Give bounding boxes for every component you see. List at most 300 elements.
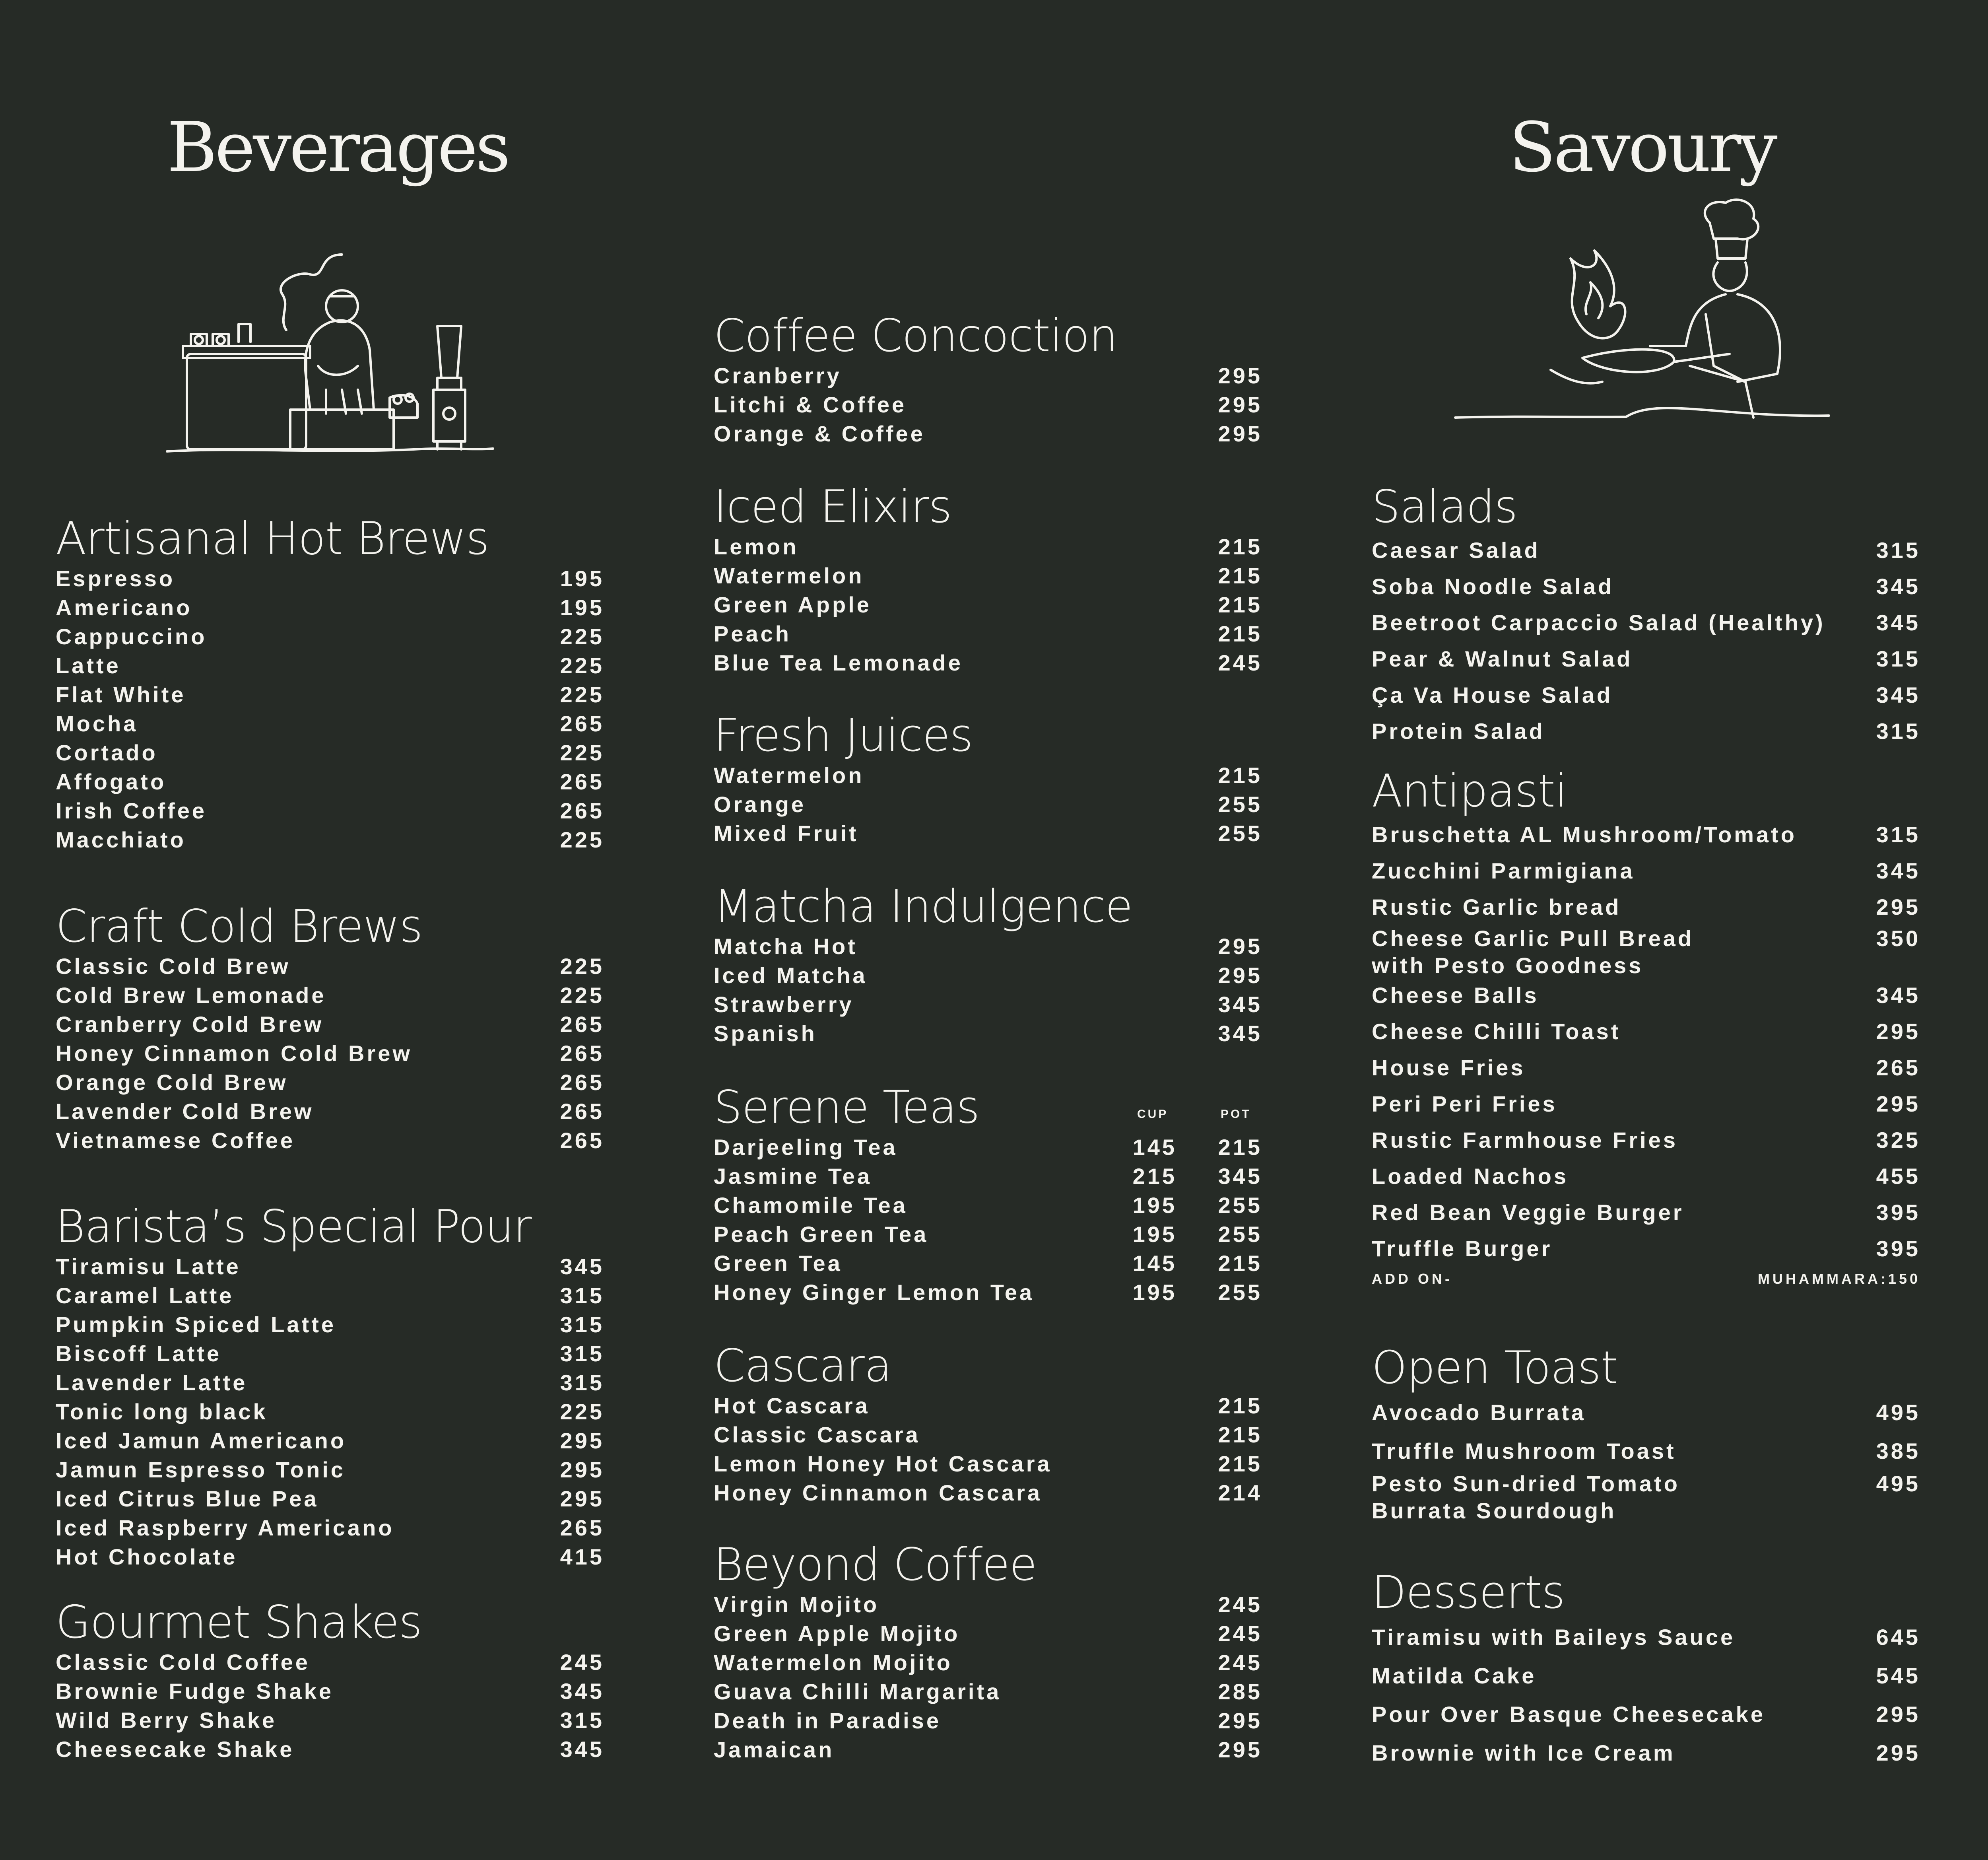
addon-row — [1372, 1271, 1920, 1287]
menu-item — [714, 390, 1262, 419]
pot-price: 345 — [1218, 1164, 1262, 1189]
menu-item — [714, 990, 1262, 1019]
tea-item — [714, 1191, 1262, 1220]
addon-muhammara: MUHAMMARA:150 — [1757, 1271, 1920, 1287]
menu-item — [714, 361, 1262, 390]
item-price: 295 — [1218, 363, 1262, 388]
tea-item — [714, 1220, 1262, 1249]
item-price: 225 — [560, 827, 604, 852]
menu-item — [1372, 1230, 1920, 1267]
menu-item — [714, 1677, 1262, 1706]
item-name: Orange Cold Brew — [56, 1070, 288, 1095]
menu-item — [714, 790, 1262, 819]
menu-item — [1372, 1086, 1920, 1122]
item-price: 255 — [1218, 821, 1262, 846]
pot-label: POT — [1221, 1108, 1251, 1121]
item-price: 345 — [1218, 992, 1262, 1017]
menu-item — [56, 767, 604, 796]
item-name: Macchiato — [56, 827, 186, 852]
item-name: Protein Salad — [1372, 719, 1545, 744]
item-price: 345 — [1876, 682, 1920, 707]
item-price: 255 — [1218, 792, 1262, 817]
pot-price: 255 — [1218, 1280, 1262, 1305]
cup-price: 215 — [1132, 1164, 1177, 1189]
item-name: Orange & Coffee — [714, 421, 925, 446]
section-open-toast — [1372, 1342, 1920, 1525]
item-name: Brownie with Ice Cream — [1372, 1740, 1675, 1765]
item-price: 295 — [1876, 1019, 1920, 1044]
item-price: 225 — [560, 983, 604, 1008]
section-craft-cold-brews — [56, 901, 604, 1155]
item-name: Cold Brew Lemonade — [56, 983, 326, 1008]
item-price: 455 — [1876, 1164, 1920, 1189]
item-price: 295 — [1876, 1091, 1920, 1116]
menu-item — [1372, 1122, 1920, 1158]
item-name: Caesar Salad — [1372, 538, 1540, 563]
item-name: Classic Cold Coffee — [56, 1650, 310, 1675]
section-title: Desserts — [1372, 1566, 1565, 1619]
menu-item — [56, 1484, 604, 1513]
item-price: 265 — [560, 711, 604, 736]
item-price: 225 — [560, 1399, 604, 1424]
item-price: 265 — [560, 1070, 604, 1095]
pot-price: 255 — [1218, 1193, 1262, 1218]
item-price: 265 — [560, 1012, 604, 1037]
item-name: Truffle Burger — [1372, 1236, 1553, 1261]
item-name: Classic Cold Brew — [56, 954, 291, 979]
item-name: Virgin Mojito — [714, 1592, 879, 1617]
item-price: 245 — [1218, 1621, 1262, 1646]
item-price: 395 — [1876, 1200, 1920, 1225]
item-name: Latte — [56, 653, 121, 678]
section-title: Iced Elixirs — [714, 480, 952, 533]
item-price: 295 — [1876, 894, 1920, 919]
item-name: Truffle Mushroom Toast — [1372, 1438, 1676, 1464]
item-name: Rustic Garlic bread — [1372, 894, 1621, 919]
menu-item — [56, 593, 604, 622]
menu-item — [1372, 1734, 1920, 1772]
item-name: Honey Cinnamon Cold Brew — [56, 1041, 412, 1066]
item-name: Hot Chocolate — [56, 1544, 238, 1569]
item-name: Cheese Balls — [1372, 983, 1539, 1008]
item-name: Jamun Espresso Tonic — [56, 1457, 346, 1482]
section-cascara — [714, 1340, 1262, 1507]
item-price: 265 — [560, 1515, 604, 1540]
item-name: Matcha Hot — [714, 934, 858, 959]
menu-item — [56, 1542, 604, 1571]
item-price: 295 — [1218, 934, 1262, 959]
menu-item — [1372, 677, 1920, 713]
item-price: 315 — [560, 1370, 604, 1395]
item-price: 645 — [1876, 1625, 1920, 1650]
menu-item — [714, 648, 1262, 677]
item-price: 545 — [1876, 1663, 1920, 1688]
item-name: Beetroot Carpaccio Salad (Healthy) — [1372, 610, 1825, 635]
item-price: 415 — [560, 1544, 604, 1569]
item-price: 225 — [560, 740, 604, 765]
section-title: Serene Teas — [714, 1081, 980, 1133]
item-price: 315 — [560, 1312, 604, 1337]
item-name: Red Bean Veggie Burger — [1372, 1200, 1684, 1225]
item-price: 315 — [1876, 719, 1920, 744]
menu-item — [56, 1310, 604, 1339]
item-name: House Fries — [1372, 1055, 1526, 1080]
item-name: Peach — [714, 621, 791, 646]
item-price: 295 — [1876, 1740, 1920, 1765]
menu-item — [714, 590, 1262, 619]
item-price: 245 — [1218, 650, 1262, 675]
item-price: 495 — [1876, 1400, 1920, 1425]
item-name: Cheese Chilli Toast — [1372, 1019, 1621, 1044]
item-name: Mixed Fruit — [714, 821, 859, 846]
menu-item — [1372, 1470, 1920, 1525]
item-prices — [1111, 1220, 1262, 1249]
item-name: Litchi & Coffee — [714, 392, 907, 417]
item-price: 315 — [560, 1708, 604, 1733]
item-prices — [1111, 1191, 1262, 1220]
item-name: Pear & Walnut Salad — [1372, 646, 1633, 671]
item-price: 315 — [1876, 538, 1920, 563]
item-price: 295 — [1218, 963, 1262, 988]
menu-item — [56, 709, 604, 738]
tea-item — [714, 1278, 1262, 1307]
menu-item — [714, 1619, 1262, 1648]
menu-item — [1372, 816, 1920, 853]
item-price: 345 — [1876, 858, 1920, 883]
menu-item — [56, 1677, 604, 1706]
item-name: Strawberry — [714, 992, 854, 1017]
menu-item — [1372, 1618, 1920, 1656]
item-name: Irish Coffee — [56, 798, 207, 823]
item-name: Peri Peri Fries — [1372, 1091, 1557, 1116]
tea-item — [714, 1162, 1262, 1191]
item-price: 215 — [1218, 1422, 1262, 1447]
savoury-heading: Savoury — [1509, 107, 1775, 187]
menu-item — [56, 796, 604, 825]
section-title: Barista’s Special Pour — [56, 1200, 532, 1253]
item-price: 345 — [560, 1737, 604, 1762]
section-coffee-concoction — [714, 310, 1262, 448]
menu-item — [714, 561, 1262, 590]
item-name: Lavender Latte — [56, 1370, 248, 1395]
cup-price: 195 — [1132, 1280, 1177, 1305]
menu-item — [714, 1478, 1262, 1507]
addon-label: ADD ON- — [1372, 1271, 1452, 1287]
item-prices — [1111, 1278, 1262, 1307]
section-iced-elixirs — [714, 481, 1262, 677]
item-name: Cranberry Cold Brew — [56, 1012, 324, 1037]
section-artisanal-hot-brews — [56, 513, 604, 854]
menu-item — [56, 564, 604, 593]
menu-item — [1372, 532, 1920, 568]
item-price: 495 — [1876, 1471, 1920, 1496]
menu-item — [1372, 641, 1920, 677]
item-name: Espresso — [56, 566, 175, 591]
menu-item — [714, 532, 1262, 561]
item-name: Pumpkin Spiced Latte — [56, 1312, 336, 1337]
menu-item — [714, 1706, 1262, 1735]
menu-item — [714, 419, 1262, 448]
item-name: Wild Berry Shake — [56, 1708, 277, 1733]
section-baristas-special-pour — [56, 1201, 604, 1571]
item-price: 295 — [1218, 392, 1262, 417]
item-price: 345 — [560, 1254, 604, 1279]
cup-price: 145 — [1132, 1135, 1177, 1160]
item-price: 265 — [560, 798, 604, 823]
item-name: Watermelon — [714, 563, 864, 588]
item-name: Guava Chilli Margarita — [714, 1679, 1002, 1704]
menu-item — [56, 1126, 604, 1155]
item-price: 315 — [1876, 646, 1920, 671]
item-name: Lemon Honey Hot Cascara — [714, 1451, 1052, 1476]
menu-item — [56, 1706, 604, 1735]
item-name-line2: Burrata Sourdough — [1372, 1498, 1617, 1523]
item-name: Mocha — [56, 711, 138, 736]
menu-item — [1372, 1158, 1920, 1194]
item-price: 315 — [560, 1283, 604, 1308]
menu-item — [1372, 713, 1920, 749]
section-matcha-indulgence — [714, 881, 1262, 1048]
menu-item — [56, 1368, 604, 1397]
menu-item — [56, 981, 604, 1010]
menu-item — [56, 1039, 604, 1068]
section-title: Fresh Juices — [714, 709, 973, 762]
menu-item — [56, 1339, 604, 1368]
item-name: Jasmine Tea — [714, 1164, 872, 1189]
item-price: 325 — [1876, 1127, 1920, 1153]
cup-label: CUP — [1137, 1108, 1169, 1121]
item-price: 225 — [560, 624, 604, 649]
menu-item — [56, 1648, 604, 1677]
item-price: 295 — [560, 1428, 604, 1453]
menu-item — [1372, 1194, 1920, 1230]
item-name: Affogato — [56, 769, 167, 794]
section-title: Craft Cold Brews — [56, 900, 423, 952]
menu-item — [714, 1019, 1262, 1048]
section-title: Gourmet Shakes — [56, 1596, 422, 1648]
item-price: 295 — [1218, 421, 1262, 446]
item-name-block — [1372, 1470, 1680, 1524]
tea-item — [714, 1249, 1262, 1278]
item-name-line2: with Pesto Goodness — [1372, 953, 1644, 978]
item-price: 225 — [560, 954, 604, 979]
menu-item — [1372, 1050, 1920, 1086]
item-name: Cranberry — [714, 363, 842, 388]
menu-item — [1372, 1432, 1920, 1470]
item-name: Flat White — [56, 682, 186, 707]
menu-item — [714, 961, 1262, 990]
item-name: Biscoff Latte — [56, 1341, 222, 1366]
menu-item — [56, 680, 604, 709]
menu-item — [1372, 568, 1920, 604]
item-name: Green Tea — [714, 1251, 843, 1276]
menu-item — [56, 1397, 604, 1426]
section-fresh-juices — [714, 710, 1262, 848]
menu-item — [56, 1455, 604, 1484]
item-price: 195 — [560, 566, 604, 591]
menu-item — [1372, 925, 1920, 977]
item-price: 345 — [1218, 1021, 1262, 1046]
item-name: Loaded Nachos — [1372, 1164, 1569, 1189]
item-name: Avocado Burrata — [1372, 1400, 1586, 1425]
item-name: Tiramisu with Baileys Sauce — [1372, 1625, 1736, 1650]
menu-item — [56, 1426, 604, 1455]
item-name: Vietnamese Coffee — [56, 1128, 295, 1153]
item-name: Honey Cinnamon Cascara — [714, 1480, 1042, 1505]
item-name: Cheese Garlic Pull Bread — [1372, 926, 1694, 951]
item-name: Blue Tea Lemonade — [714, 650, 963, 675]
item-price: 315 — [1876, 822, 1920, 847]
pot-price: 215 — [1218, 1251, 1262, 1276]
item-name: Spanish — [714, 1021, 817, 1046]
item-price: 395 — [1876, 1236, 1920, 1261]
item-price: 215 — [1218, 563, 1262, 588]
menu-item — [714, 1735, 1262, 1764]
section-title: Cascara — [714, 1339, 892, 1392]
beverages-heading: Beverages — [167, 107, 509, 187]
item-price: 215 — [1218, 763, 1262, 788]
menu-item — [56, 1010, 604, 1039]
menu-item — [1372, 604, 1920, 641]
item-name: Cappuccino — [56, 624, 207, 649]
item-price: 215 — [1218, 621, 1262, 646]
item-price: 295 — [1876, 1702, 1920, 1727]
section-beyond-coffee — [714, 1539, 1262, 1764]
item-price: 215 — [1218, 1393, 1262, 1418]
cup-price: 195 — [1132, 1193, 1177, 1218]
item-name: Cortado — [56, 740, 158, 765]
item-price: 265 — [560, 1128, 604, 1153]
menu-item — [56, 1068, 604, 1097]
item-price: 215 — [1218, 1451, 1262, 1476]
item-name: Orange — [714, 792, 806, 817]
item-price: 265 — [560, 1041, 604, 1066]
item-price: 385 — [1876, 1438, 1920, 1464]
barista-coffee-machine-illustration — [159, 247, 501, 469]
item-price: 265 — [1876, 1055, 1920, 1080]
menu-item — [714, 819, 1262, 848]
tea-item — [714, 1133, 1262, 1162]
menu-item — [714, 932, 1262, 961]
item-name: Rustic Farmhouse Fries — [1372, 1127, 1678, 1153]
menu-item — [714, 1648, 1262, 1677]
pot-price: 255 — [1218, 1222, 1262, 1247]
item-price: 265 — [560, 769, 604, 794]
item-price: 345 — [560, 1679, 604, 1704]
section-gourmet-shakes — [56, 1597, 604, 1764]
item-price: 245 — [560, 1650, 604, 1675]
item-name: Tonic long black — [56, 1399, 268, 1424]
pot-price: 215 — [1218, 1135, 1262, 1160]
item-name: Honey Ginger Lemon Tea — [714, 1280, 1035, 1305]
item-prices — [1111, 1249, 1262, 1278]
section-title: Antipasti — [1372, 765, 1567, 817]
menu-item — [56, 1735, 604, 1764]
item-name-block — [1372, 925, 1694, 979]
section-title: Salads — [1372, 480, 1518, 533]
item-price: 225 — [560, 653, 604, 678]
item-price: 345 — [1876, 610, 1920, 635]
menu-item — [714, 1449, 1262, 1478]
item-price: 295 — [560, 1486, 604, 1511]
item-name: Peach Green Tea — [714, 1222, 929, 1247]
item-price: 295 — [1218, 1708, 1262, 1733]
item-name: Ça Va House Salad — [1372, 682, 1613, 707]
item-name: Iced Matcha — [714, 963, 868, 988]
section-title: Open Toast — [1372, 1341, 1618, 1394]
item-name: Hot Cascara — [714, 1393, 870, 1418]
item-name: Iced Citrus Blue Pea — [56, 1486, 319, 1511]
menu-item — [714, 761, 1262, 790]
item-price: 265 — [560, 1099, 604, 1124]
item-price: 214 — [1218, 1480, 1262, 1505]
item-name: Classic Cascara — [714, 1422, 920, 1447]
item-prices — [1111, 1133, 1262, 1162]
item-price: 215 — [1218, 534, 1262, 559]
item-name: Jamaican — [714, 1737, 835, 1762]
menu-item — [56, 1281, 604, 1310]
item-name: Tiramisu Latte — [56, 1254, 241, 1279]
item-name: Iced Raspberry Americano — [56, 1515, 394, 1540]
item-name: Zucchini Parmigiana — [1372, 858, 1635, 883]
section-antipasti — [1372, 766, 1920, 1287]
section-desserts — [1372, 1567, 1920, 1772]
item-name: Watermelon Mojito — [714, 1650, 953, 1675]
item-price: 245 — [1218, 1592, 1262, 1617]
chef-cooking-flame-illustration — [1451, 195, 1833, 426]
item-name: Brownie Fudge Shake — [56, 1679, 334, 1704]
menu-item — [1372, 977, 1920, 1013]
item-name: Death in Paradise — [714, 1708, 941, 1733]
item-name: Chamomile Tea — [714, 1193, 908, 1218]
menu-item — [714, 1391, 1262, 1420]
item-price: 350 — [1876, 926, 1920, 951]
item-name: Bruschetta AL Mushroom/Tomato — [1372, 822, 1797, 847]
item-name: Lemon — [714, 534, 799, 559]
menu-item — [56, 1513, 604, 1542]
section-title: Coffee Concoction — [714, 309, 1118, 362]
cup-price: 145 — [1132, 1251, 1177, 1276]
section-serene-teas — [714, 1082, 1262, 1307]
section-salads — [1372, 481, 1920, 749]
item-price: 345 — [1876, 983, 1920, 1008]
item-price: 345 — [1876, 574, 1920, 599]
menu-item — [1372, 853, 1920, 889]
item-name: Cheesecake Shake — [56, 1737, 295, 1762]
item-name: Lavender Cold Brew — [56, 1099, 314, 1124]
item-name: Iced Jamun Americano — [56, 1428, 347, 1453]
menu-item — [1372, 1656, 1920, 1695]
item-price: 245 — [1218, 1650, 1262, 1675]
menu-item — [1372, 1393, 1920, 1432]
menu-item — [56, 952, 604, 981]
menu-item — [714, 1590, 1262, 1619]
menu-item — [56, 1097, 604, 1126]
item-price: 295 — [1218, 1737, 1262, 1762]
item-name: Green Apple — [714, 592, 872, 617]
item-name: Pour Over Basque Cheesecake — [1372, 1702, 1765, 1727]
menu-item — [1372, 1013, 1920, 1050]
menu-item — [714, 619, 1262, 648]
item-price: 285 — [1218, 1679, 1262, 1704]
menu-item — [56, 738, 604, 767]
section-title: Matcha Indulgence — [714, 880, 1133, 933]
menu-item — [56, 825, 604, 854]
item-name: Pesto Sun-dried Tomato — [1372, 1471, 1680, 1496]
menu-item — [56, 1252, 604, 1281]
section-title: Beyond Coffee — [714, 1538, 1037, 1591]
menu-item — [1372, 889, 1920, 925]
